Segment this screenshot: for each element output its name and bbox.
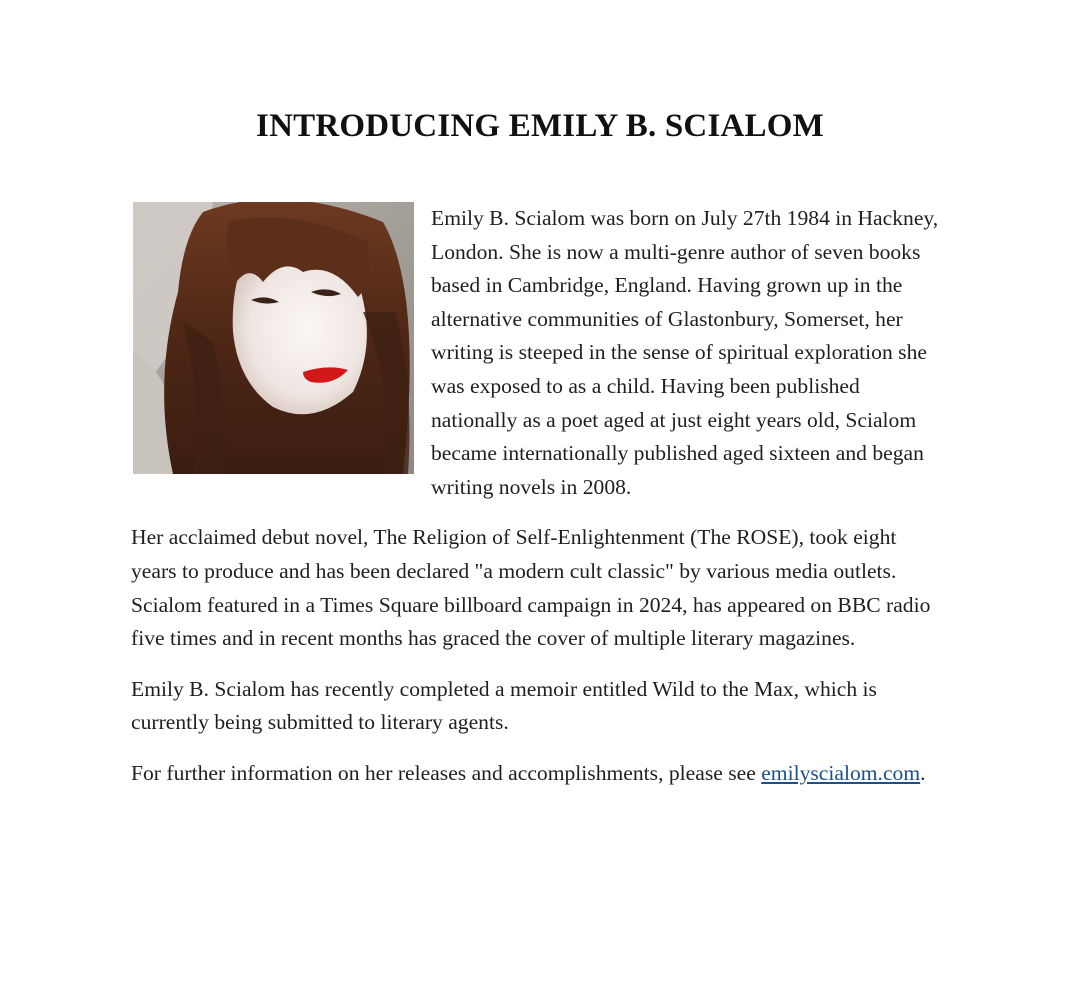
period: . — [920, 760, 926, 785]
bio-paragraph-4 — [131, 757, 946, 791]
page-title: INTRODUCING EMILY B. SCIALOM — [256, 108, 824, 144]
author-portrait — [133, 202, 414, 474]
bio-paragraph-1: Emily B. Scialom was born on July 27th 1984 in Hackney, London. She is now a multi-genre author of seven books based in Cambridge, England. Having grown up in the alternative communities of Glastonbury, Somerset, her writing is steeped in the sense of spiritual exploration she was exposed to as a child. Having been published nationally as a poet aged at just eight years old, Scialom became internationally published aged sixteen and began writing novels in 2008. — [431, 206, 939, 499]
bio-paragraph-3: Emily B. Scialom has recently completed a memoir entitled Wild to the Max, which is currently being submitted to literary agents. — [131, 676, 877, 735]
bio-paragraph-2: Her acclaimed debut novel, The Religion of Self-Enlightenment (The ROSE), took eight years to produce and has been declared "a modern cult classic" by various media outlets. Scialom featured in a Times Square billboard campaign in 2024, has appeared on BBC radio five times and in recent months has graced the cover of multiple literary magazines. — [131, 525, 931, 651]
website-link[interactable]: emilyscialom.com — [761, 760, 921, 785]
further-info-text: For further information on her releases and accomplishments, please see — [131, 760, 762, 785]
article-body — [131, 202, 946, 808]
